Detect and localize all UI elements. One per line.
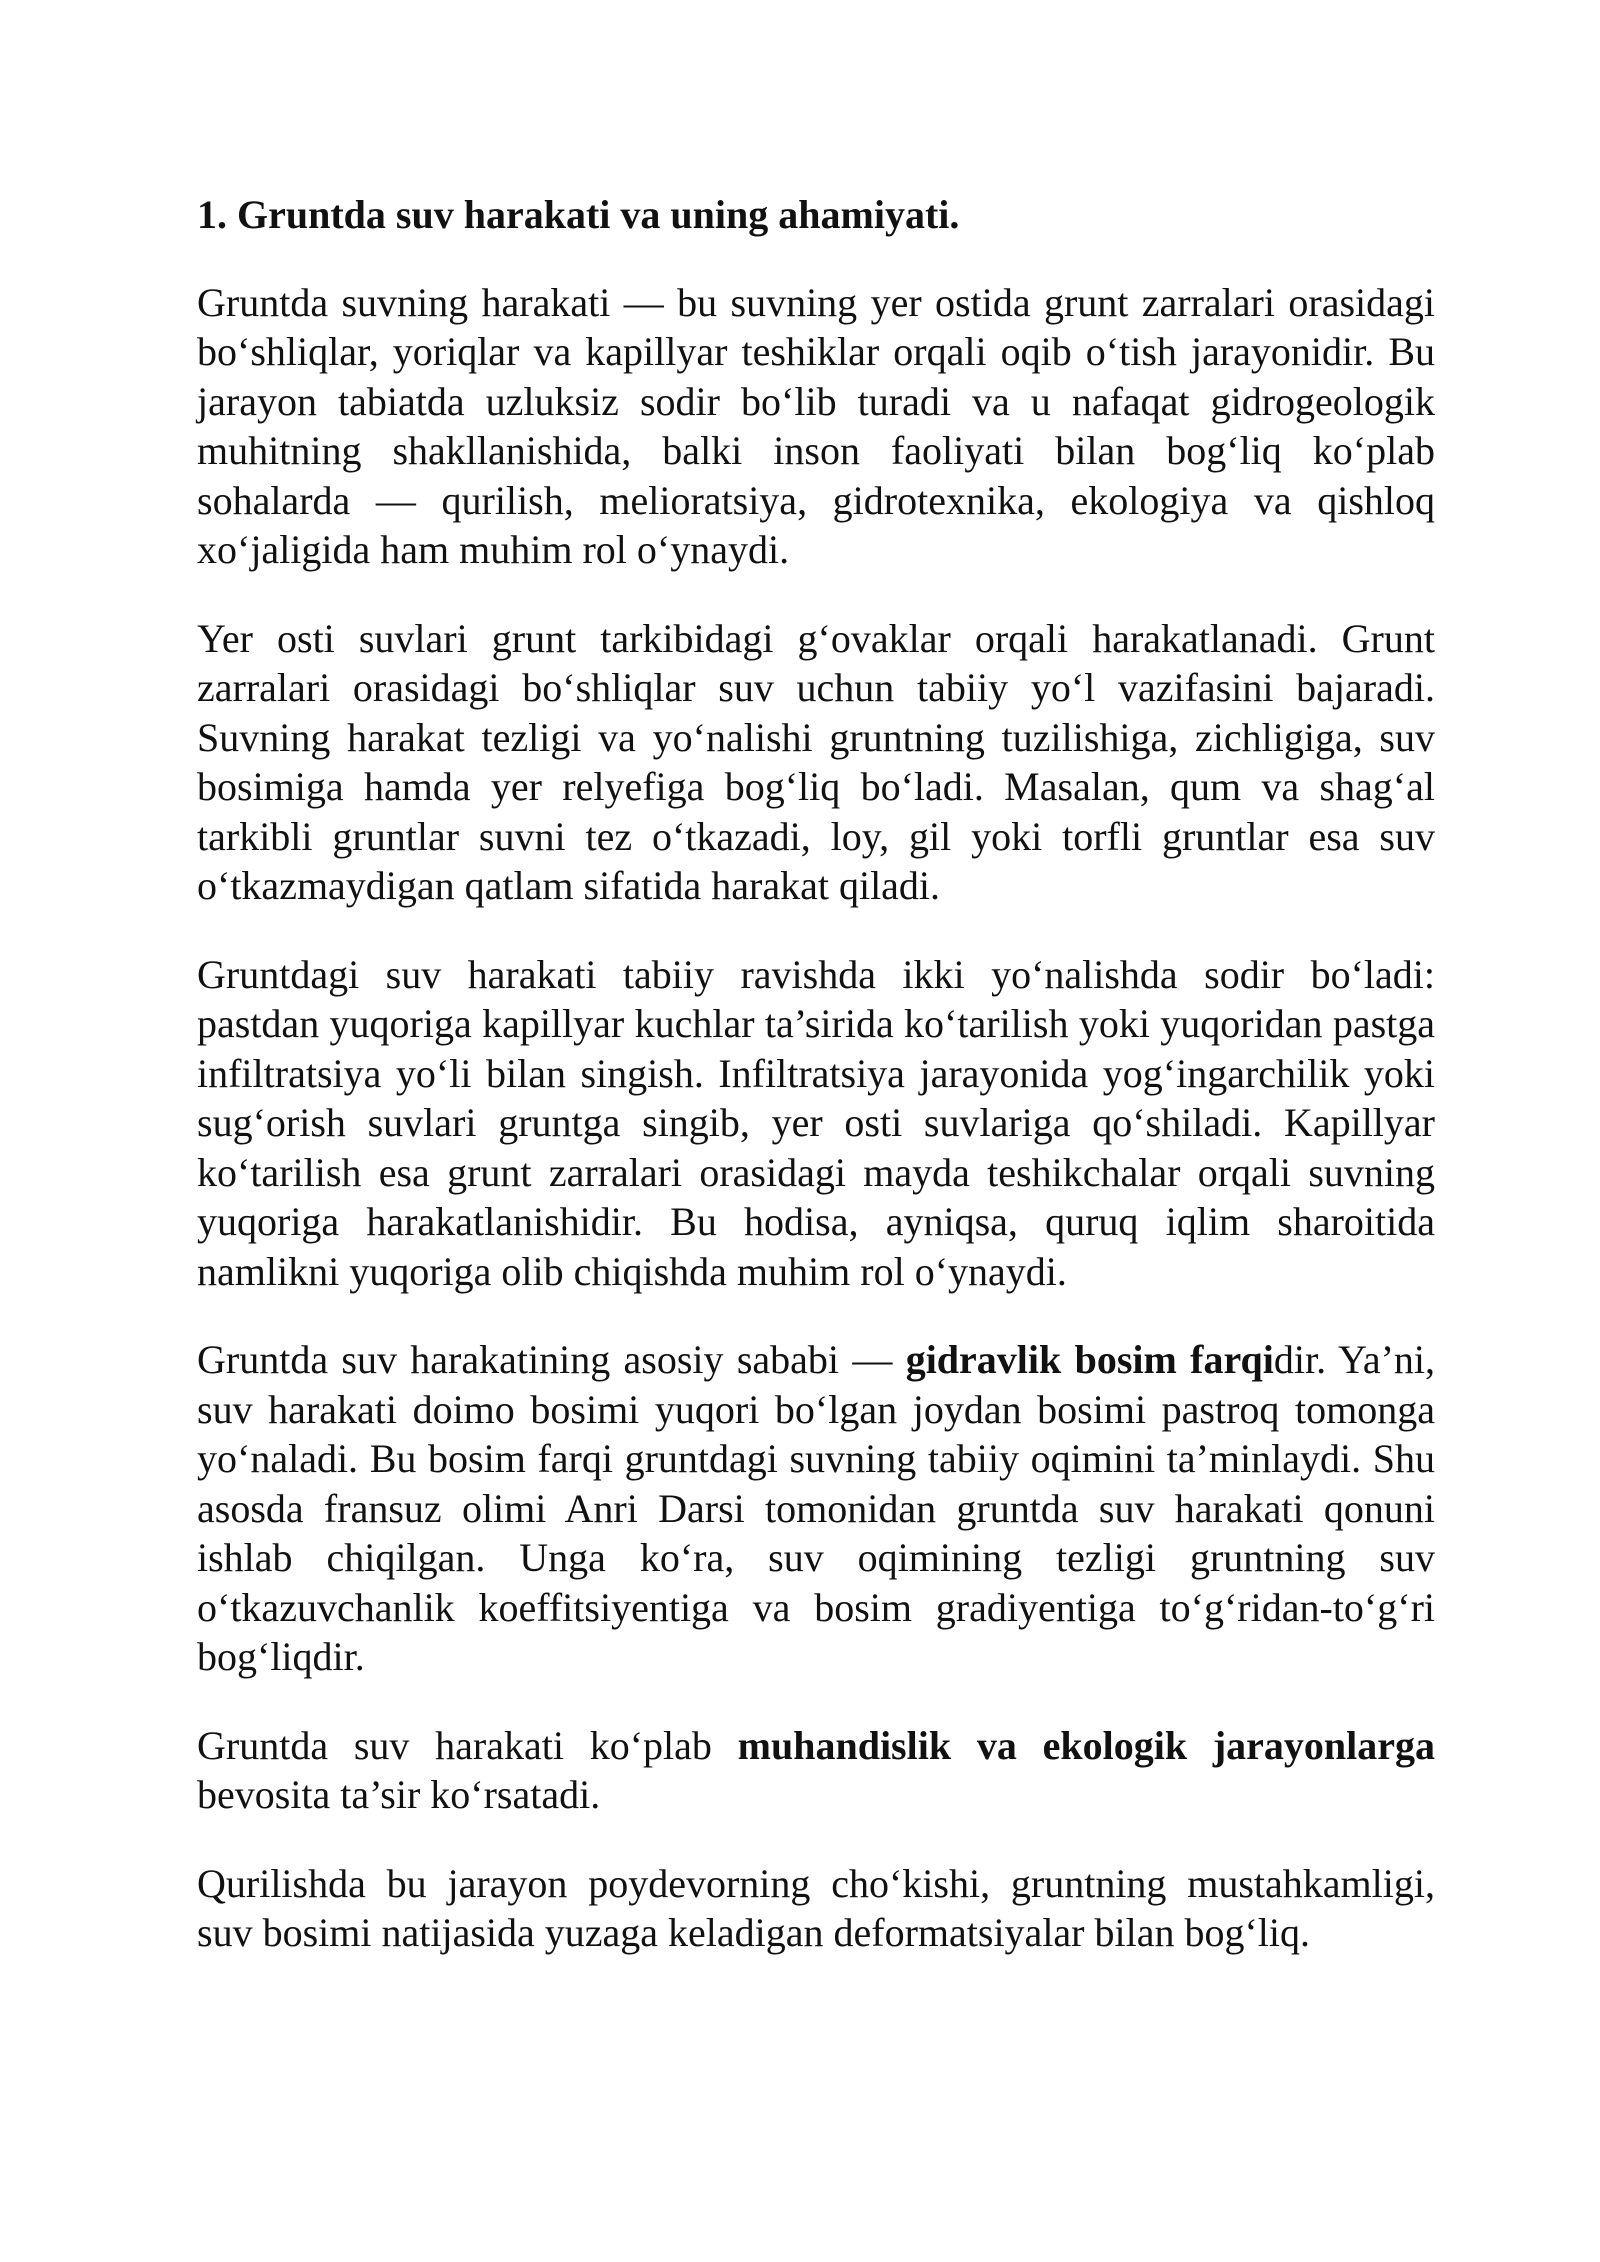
- section-heading: 1. Gruntda suv harakati va uning ahamiyati.: [197, 192, 960, 237]
- paragraph-4-text-start: Gruntda suv harakatining asosiy sababi —: [197, 1337, 906, 1382]
- paragraph-4-bold-term: gidravlik bosim farqi: [905, 1337, 1274, 1382]
- paragraph-5: [197, 1721, 1435, 1820]
- paragraph-4-text-end: dir. Ya’ni, suv harakati doimo bosimi yuqori bo‘lgan joydan bosimi pastroq tomonga yo‘naladi. Bu bosim farqi gruntdagi suvning tabiiy oqimini ta’minlaydi. Shu asosda fransuz olimi Anri Darsi tomonidan gruntda suv harakati qonuni ishlab chiqilgan. Unga ko‘ra, suv oqimining tezligi gruntning suv o‘tkazuvchanlik koeffitsiyentiga va bosim gradiyentiga to‘g‘ridan-to‘g‘ri bog‘liqdir.: [197, 1337, 1436, 1679]
- document-page: [197, 190, 1435, 1997]
- paragraph-2: Yer osti suvlari grunt tarkibidagi g‘ovaklar orqali harakatlanadi. Grunt zarralari orasidagi bo‘shliqlar suv uchun tabiiy yo‘l vazifasini bajaradi. Suvning harakat tezligi va yo‘nalishi gruntning tuzilishiga, zichligiga, suv bosimiga hamda yer relyefiga bog‘liq bo‘ladi. Masalan, qum va shag‘al tarkibli gruntlar suvni tez o‘tkazadi, loy, gil yoki torfli gruntlar esa suv o‘tkazmaydigan qatlam sifatida harakat qiladi.: [197, 615, 1435, 908]
- paragraph-5-text-end: bevosita ta’sir ko‘rsatadi.: [197, 1772, 601, 1817]
- paragraph-1: Gruntda suvning harakati — bu suvning yer ostida grunt zarralari orasidagi bo‘shliqlar, yoriqlar va kapillyar teshiklar orqali oqib o‘tish jarayonidir. Bu jarayon tabiatda uzluksiz sodir bo‘lib turadi va u nafaqat gidrogeologik muhitning shakllanishida, balki inson faoliyati bilan bog‘liq ko‘plab sohalarda — qurilish, melioratsiya, gidrotexnika, ekologiya va qishloq xo‘jaligida ham muhim rol o‘ynaydi.: [197, 279, 1435, 572]
- paragraph-6: Qurilishda bu jarayon poydevorning cho‘kishi, gruntning mustahkamligi, suv bosimi natijasida yuzaga keladigan deformatsiyalar bilan bog‘liq.: [197, 1860, 1435, 1955]
- paragraph-5-bold-term: muhandislik va ekologik jarayonlarga: [737, 1722, 1436, 1768]
- paragraph-3: Gruntdagi suv harakati tabiiy ravishda ikki yo‘nalishda sodir bo‘ladi: pastdan yuqoriga kapillyar kuchlar ta’sirida ko‘tarilish yoki yuqoridan pastga infiltratsiya yo‘li bilan singish. Infiltratsiya jarayonida yog‘ingarchilik yoki sug‘orish suvlari gruntga singib, yer osti suvlariga qo‘shiladi. Kapillyar ko‘tarilish esa grunt zarralari orasidagi mayda teshikchalar orqali suvning yuqoriga harakatlanishidir. Bu hodisa, ayniqsa, quruq iqlim sharoitida namlikni yuqoriga olib chiqishda muhim rol o‘ynaydi.: [197, 951, 1435, 1294]
- paragraph-5-text-start: Gruntda suv harakati ko‘plab: [197, 1722, 738, 1768]
- paragraph-4: [197, 1335, 1435, 1682]
